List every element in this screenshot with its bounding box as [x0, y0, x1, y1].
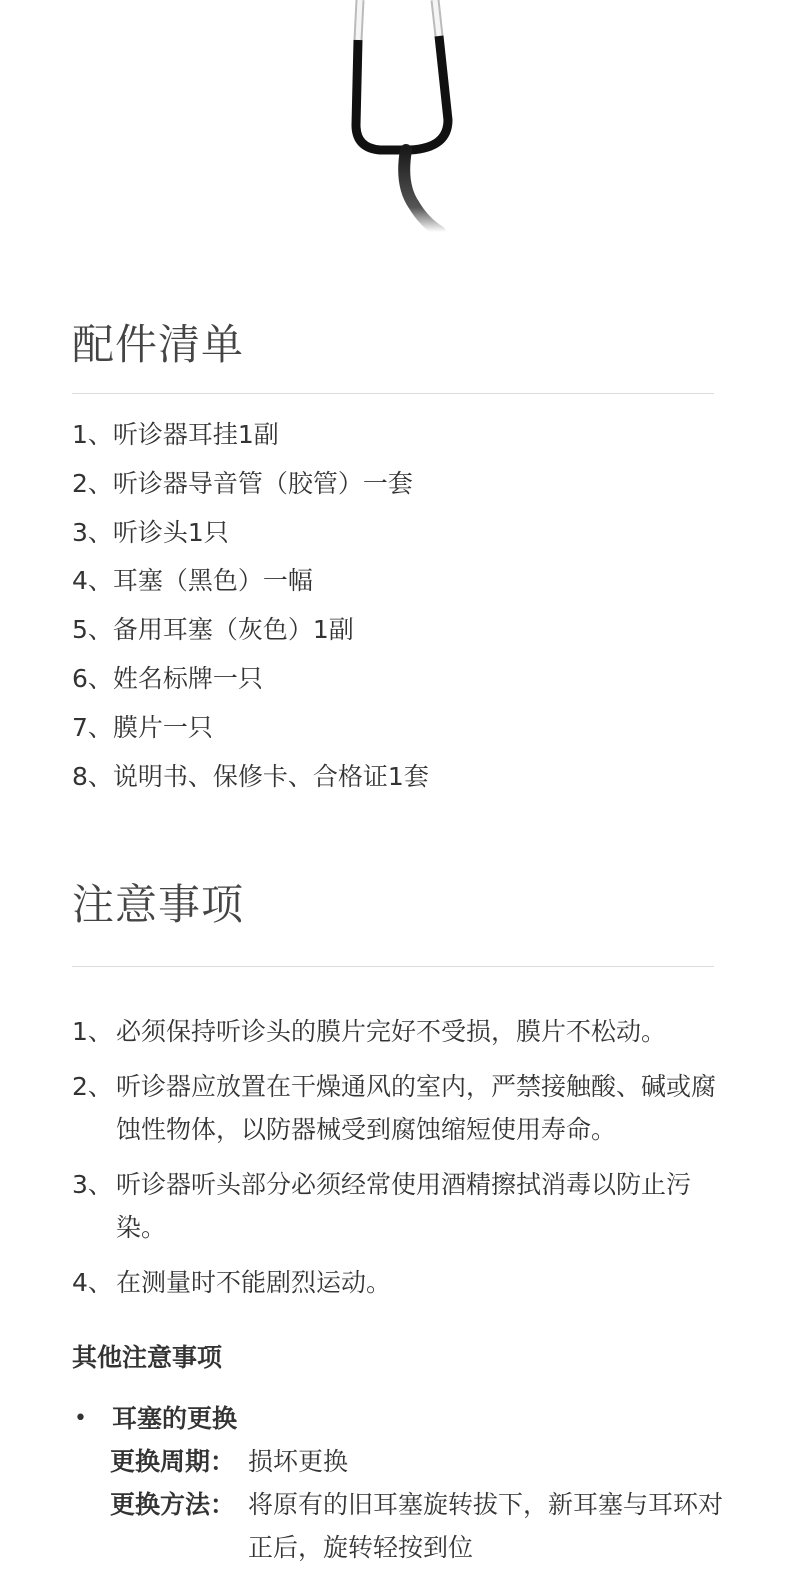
list-item: 8、说明书、保修卡、合格证1套: [72, 761, 429, 791]
list-item: [72, 1163, 732, 1249]
list-item: 3、听诊头1只: [72, 517, 229, 547]
list-item: [72, 1261, 732, 1304]
accessories-title: 配件清单: [72, 320, 245, 369]
item-number: 4、: [72, 1268, 113, 1297]
bullet-icon: •: [74, 1406, 87, 1431]
list-item: [72, 1065, 732, 1151]
bullet-heading: 耳塞的更换: [112, 1404, 238, 1433]
row-key: 更换方法：: [110, 1490, 236, 1519]
item-number: 1、: [72, 1017, 113, 1046]
item-number: 2、: [72, 1072, 113, 1101]
accessories-list: [72, 422, 429, 812]
list-item: 7、膜片一只: [72, 712, 213, 742]
notes-divider: [72, 966, 714, 967]
row-key: 更换周期：: [110, 1447, 236, 1476]
bullet-row: [72, 1397, 732, 1440]
replacement-cycle-row: [72, 1440, 732, 1483]
notes-title: 注意事项: [72, 880, 245, 929]
earplug-replacement-block: [72, 1397, 732, 1569]
list-item: [72, 1010, 732, 1053]
item-text: 必须保持听诊头的膜片完好不受损，膜片不松动。: [116, 1017, 667, 1046]
item-number: 3、: [72, 1170, 113, 1199]
accessories-divider: [72, 393, 714, 394]
row-value: 损坏更换: [248, 1447, 349, 1476]
item-text: 听诊器应放置在干燥通风的室内，严禁接触酸、碱或腐蚀性物体，以防器械受到腐蚀缩短使用寿命。: [116, 1072, 717, 1144]
notes-list: [72, 1010, 732, 1316]
row-value: 将原有的旧耳塞旋转拔下，新耳塞与耳环对正后，旋转轻按到位: [248, 1490, 724, 1562]
other-notes-title: 其他注意事项: [72, 1343, 223, 1372]
list-item: 6、姓名标牌一只: [72, 663, 263, 693]
stethoscope-image: [0, 0, 790, 240]
list-item: 1、听诊器耳挂1副: [72, 420, 279, 449]
item-text: 在测量时不能剧烈运动。: [116, 1268, 392, 1297]
list-item: 5、备用耳塞（灰色）1副: [72, 615, 354, 645]
item-text: 听诊器听头部分必须经常使用酒精擦拭消毒以防止污染。: [116, 1170, 692, 1242]
list-item: 4、耳塞（黑色）一幅: [72, 566, 313, 596]
list-item: 2、听诊器导音管（胶管）一套: [72, 468, 413, 498]
replacement-method-row: [72, 1483, 732, 1569]
